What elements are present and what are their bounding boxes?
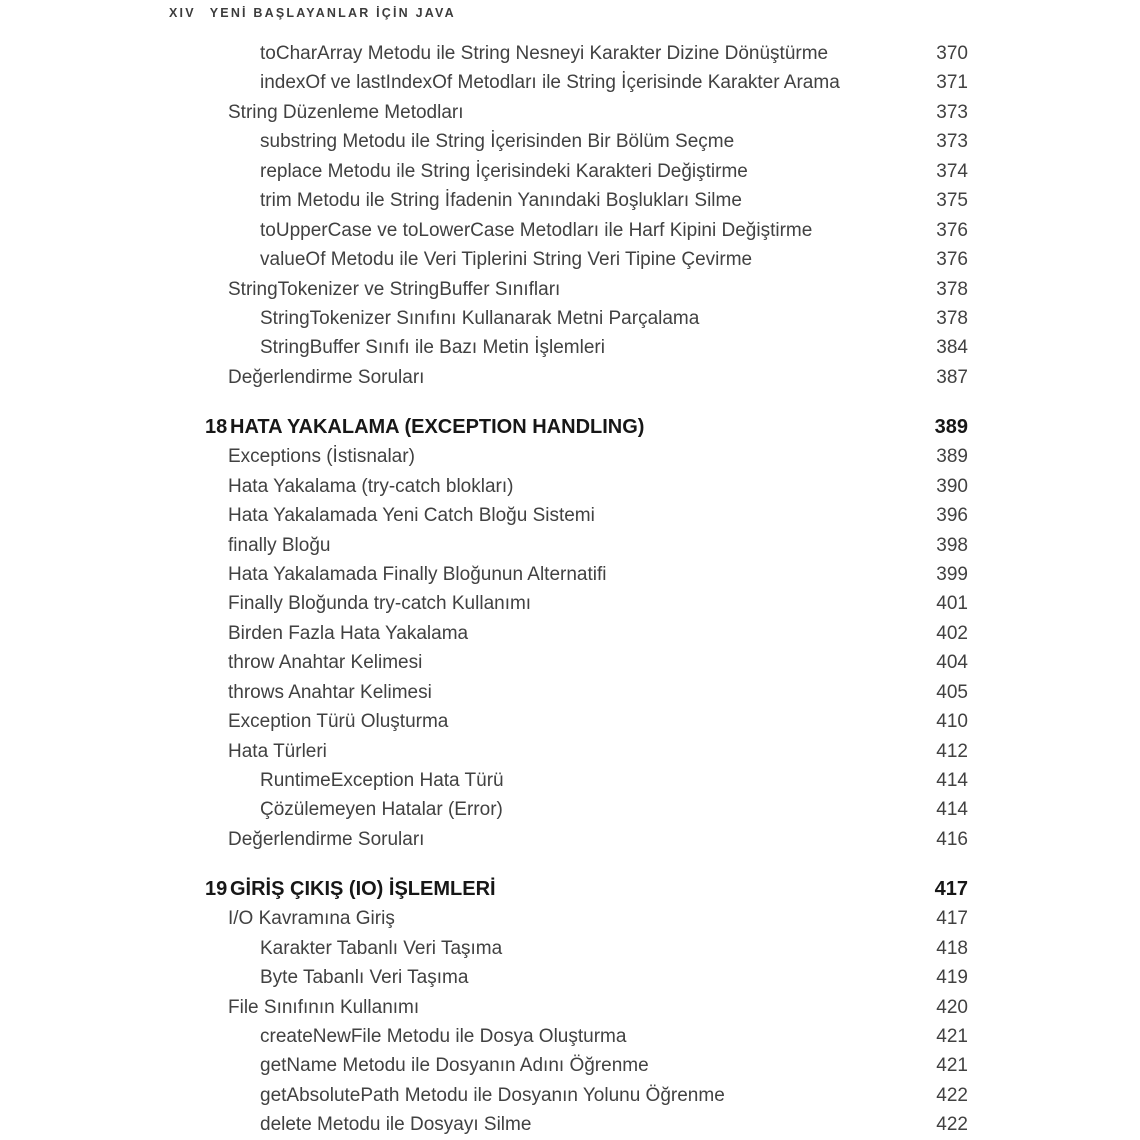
toc-entry-row (205, 619, 968, 648)
toc-entry-page-number: 374 (936, 160, 968, 182)
toc-entry-page-number: 373 (936, 131, 968, 153)
toc-entry-row (205, 98, 968, 127)
toc-entry-label: Hata Yakalama (try-catch blokları) (228, 475, 514, 497)
toc-entry-row (205, 1110, 968, 1139)
toc-entry-page-number: 376 (936, 249, 968, 271)
toc-entry-page-number: 404 (936, 652, 968, 674)
toc-entry-label: RuntimeException Hata Türü (260, 770, 504, 791)
toc-entry-row (205, 501, 968, 530)
toc-entry-label: toCharArray Metodu ile String Nesneyi Karakter Dizine Dönüştürme (260, 43, 829, 64)
toc-entry-row (205, 127, 968, 156)
toc-entry-label: Çözülemeyen Hatalar (Error) (260, 799, 503, 821)
toc-chapter-row (205, 875, 968, 904)
toc-entry-label: StringTokenizer Sınıfını Kullanarak Metni Parçalama (260, 307, 700, 329)
toc-entry-row (205, 442, 968, 471)
toc-entry-label: Finally Bloğunda try-catch Kullanımı (228, 593, 532, 615)
toc-entry-label: createNewFile Metodu ile Dosya Oluşturma (260, 1026, 627, 1047)
toc-entry-row (205, 707, 968, 736)
toc-entry-row (205, 275, 968, 304)
toc-entry-row (205, 825, 968, 854)
toc-entry-label: Değerlendirme Soruları (228, 366, 425, 388)
toc-entry-row (205, 245, 968, 274)
toc-entry-page-number: 396 (936, 505, 968, 527)
toc-entry-label: replace Metodu ile String İçerisindeki Karakteri Değiştirme (260, 160, 748, 182)
toc-entry-label: valueOf Metodu ile Veri Tiplerini String Veri Tipine Çevirme (260, 249, 753, 271)
toc-entry-page-number: 405 (936, 681, 968, 703)
toc-entry-page-number: 402 (936, 622, 968, 644)
toc-entry-label: throws Anahtar Kelimesi (228, 681, 432, 703)
chapter-title: HATA YAKALAMA (EXCEPTION HANDLING) (230, 415, 645, 438)
toc-entry-row (205, 648, 968, 677)
toc-entry-label: toUpperCase ve toLowerCase Metodları ile Harf Kipini Değiştirme (260, 219, 813, 241)
toc-entry-label: I/O Kavramına Giriş (228, 908, 395, 930)
toc-entry-row (205, 157, 968, 186)
toc-entry-page-number: 376 (936, 219, 968, 241)
toc-entry-row (205, 766, 968, 795)
toc-entry-page-number: 378 (936, 278, 968, 300)
toc-entry-row (205, 963, 968, 992)
toc-entry-page-number: 398 (936, 534, 968, 556)
toc-entry-page-number: 401 (936, 593, 968, 615)
toc-entry-label: delete Metodu ile Dosyayı Silme (260, 1114, 532, 1136)
toc-entry-label: Hata Türleri (228, 740, 327, 762)
toc-entry-label: trim Metodu ile String İfadenin Yanındaki Boşlukları Silme (260, 190, 742, 212)
toc-entry-row (205, 186, 968, 215)
toc-entry-page-number: 399 (936, 563, 968, 585)
chapter-title: GİRİŞ ÇIKIŞ (IO) İŞLEMLERİ (230, 877, 496, 900)
toc-entry-row (205, 560, 968, 589)
toc-entry-label: Hata Yakalamada Yeni Catch Bloğu Sistemi (228, 505, 595, 527)
toc-entry-page-number: 370 (936, 43, 968, 64)
chapter-number: 18 (205, 415, 228, 438)
chapter-label (205, 413, 922, 442)
toc-entry-row (205, 904, 968, 933)
toc-entry-label: substring Metodu ile String İçerisinden Bir Bölüm Seçme (260, 131, 735, 153)
toc-entry-page-number: 414 (936, 770, 968, 791)
toc-entry-label: Exceptions (İstisnalar) (228, 446, 415, 468)
toc-entry-page-number: 390 (936, 475, 968, 497)
toc-entry-page-number: 416 (936, 828, 968, 850)
toc-entry-page-number: 420 (936, 996, 968, 1018)
chapter-page-number: 417 (934, 877, 968, 900)
toc-entry-page-number: 387 (936, 366, 968, 388)
toc-entry-label: Byte Tabanlı Veri Taşıma (260, 967, 469, 989)
toc-entry-page-number: 412 (936, 740, 968, 762)
toc-entry-row (205, 737, 968, 766)
toc-chapter-row (205, 413, 968, 442)
toc-entry-label: Birden Fazla Hata Yakalama (228, 622, 469, 644)
toc-entry-row (205, 993, 968, 1022)
toc-entry-label: finally Bloğu (228, 534, 331, 556)
toc-entry-page-number: 373 (936, 101, 968, 123)
toc-entry-label: Exception Türü Oluşturma (228, 711, 449, 733)
toc-entry-row (205, 934, 968, 963)
toc-entry-row (205, 68, 968, 97)
toc-entry-page-number: 378 (936, 307, 968, 329)
toc-entry-row (205, 531, 968, 560)
toc-entry-page-number: 422 (936, 1114, 968, 1136)
toc-entry-row (205, 304, 968, 333)
toc-entry-page-number: 419 (936, 967, 968, 989)
toc-entry-page-number: 371 (936, 72, 968, 94)
toc-entry-row (205, 333, 968, 362)
toc-entry-label: getName Metodu ile Dosyanın Adını Öğrenme (260, 1055, 649, 1077)
toc-entry-label: getAbsolutePath Metodu ile Dosyanın Yolunu Öğrenme (260, 1084, 725, 1106)
toc-entry-row (205, 216, 968, 245)
toc-entry-row (205, 795, 968, 824)
toc-entry-label: StringBuffer Sınıfı ile Bazı Metin İşlemleri (260, 337, 605, 359)
toc-entry-label: File Sınıfının Kullanımı (228, 996, 420, 1018)
toc-entry-label: Değerlendirme Soruları (228, 828, 425, 850)
toc-entry-row (205, 1051, 968, 1080)
toc-entry-page-number: 418 (936, 937, 968, 959)
toc-entry-row (205, 1022, 968, 1051)
chapter-page-number: 389 (934, 415, 968, 438)
toc-entry-label: StringTokenizer ve StringBuffer Sınıfları (228, 278, 561, 300)
toc-entry-row (205, 363, 968, 392)
toc-entry-page-number: 414 (936, 799, 968, 821)
toc-entry-page-number: 421 (936, 1026, 968, 1047)
chapter-number: 19 (205, 877, 228, 900)
toc-entry-label: Hata Yakalamada Finally Bloğunun Alternatifi (228, 563, 607, 585)
chapter-label (205, 875, 922, 904)
toc-entry-label: String Düzenleme Metodları (228, 101, 464, 123)
toc-entry-row (205, 678, 968, 707)
toc-entry-page-number: 422 (936, 1084, 968, 1106)
toc-entry-label: indexOf ve lastIndexOf Metodları ile String İçerisinde Karakter Arama (260, 72, 840, 94)
toc-entry-label: throw Anahtar Kelimesi (228, 652, 423, 674)
toc-entry-row (205, 472, 968, 501)
toc-entry-page-number: 389 (936, 446, 968, 468)
folio-page-label: XIV (169, 6, 196, 20)
book-title: YENİ BAŞLAYANLAR İÇİN JAVA (209, 6, 456, 20)
toc-entry-page-number: 421 (936, 1055, 968, 1077)
toc (205, 39, 968, 1140)
toc-entry-row (205, 39, 968, 68)
toc-entry-page-number: 410 (936, 711, 968, 733)
toc-entry-page-number: 375 (936, 190, 968, 212)
toc-entry-page-number: 417 (936, 908, 968, 930)
toc-entry-page-number: 384 (936, 337, 968, 359)
running-header (169, 6, 456, 20)
toc-entry-row (205, 1081, 968, 1110)
toc-entry-label: Karakter Tabanlı Veri Taşıma (260, 937, 503, 959)
toc-entry-row (205, 589, 968, 618)
